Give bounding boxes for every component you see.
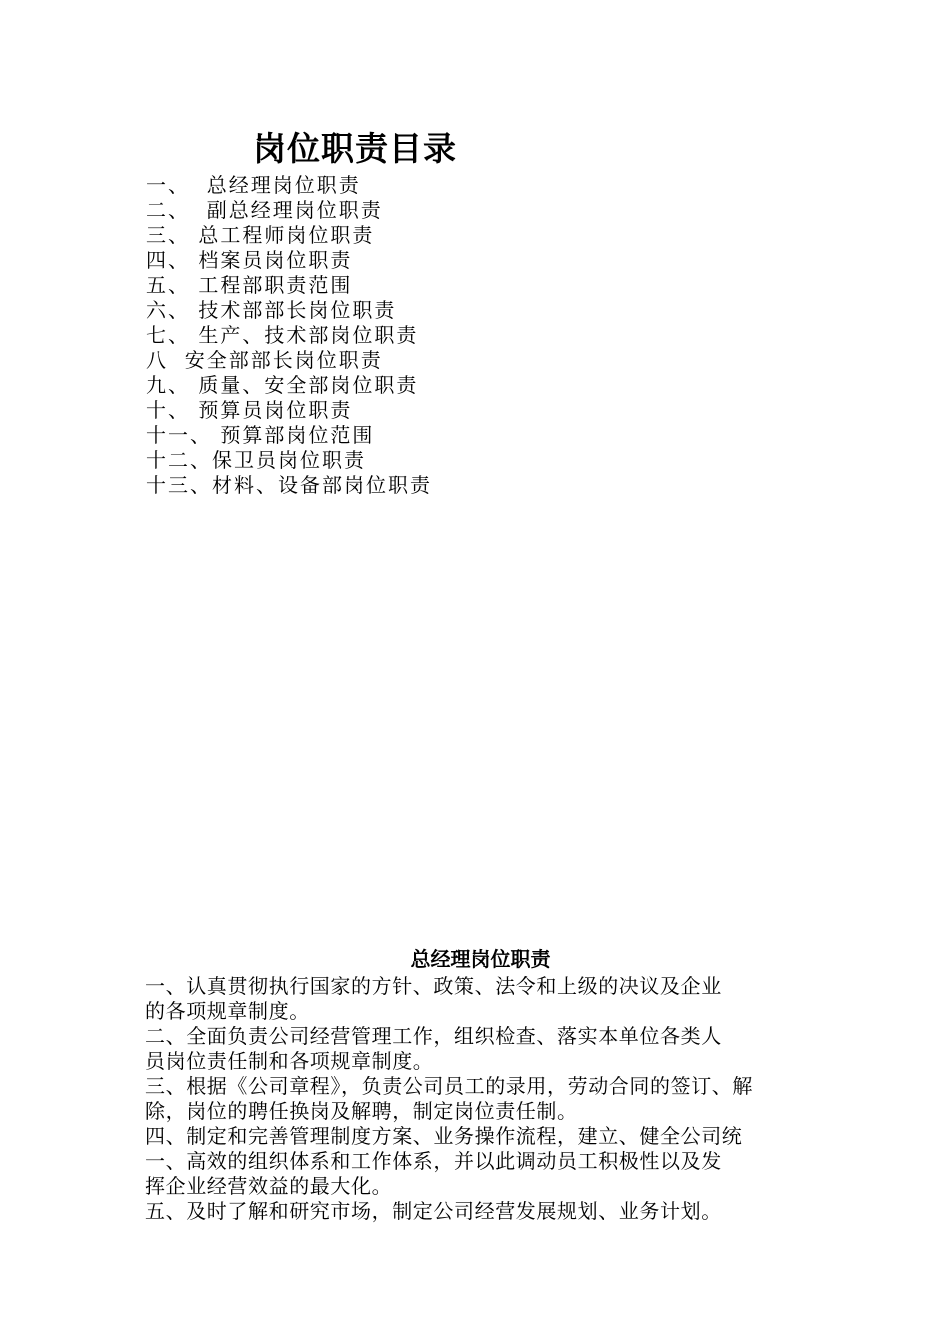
paragraph-line: 一、高效的组织体系和工作体系，并以此调动员工积极性以及发: [145, 1149, 722, 1173]
toc-item: 十二、保卫员岗位职责: [146, 448, 366, 472]
section-general-manager: [145, 944, 810, 1224]
toc-item: 十、 预算员岗位职责: [146, 398, 353, 422]
toc-title: 岗位职责目录: [253, 129, 457, 168]
toc-item: 五、 工程部职责范围: [146, 273, 353, 297]
paragraph-line: 的各项规章制度。: [145, 999, 310, 1023]
toc-item: 八 安全部部长岗位职责: [146, 348, 383, 372]
toc-list: [146, 173, 432, 498]
toc-item: 三、 总工程师岗位职责: [146, 223, 375, 247]
paragraph-line: 三、根据《公司章程》，负责公司员工的录用，劳动合同的签订、解: [145, 1074, 753, 1098]
paragraph-line: 除，岗位的聘任换岗及解聘，制定岗位责任制。: [145, 1099, 578, 1123]
paragraph-line: 员岗位责任制和各项规章制度。: [145, 1049, 434, 1073]
toc-item: 九、 质量、安全部岗位职责: [146, 373, 419, 397]
toc-item: 二、 副总经理岗位职责: [146, 198, 383, 222]
toc-item: 六、 技术部部长岗位职责: [146, 298, 397, 322]
toc-item: 十一、 预算部岗位范围: [146, 423, 375, 447]
toc-item: 七、 生产、技术部岗位职责: [146, 323, 419, 347]
paragraph-line: 四、制定和完善管理制度方案、业务操作流程，建立、健全公司统: [145, 1124, 743, 1148]
section-title: 总经理岗位职责: [410, 947, 551, 971]
toc-item: 四、 档案员岗位职责: [146, 248, 353, 272]
paragraph-line: 挥企业经营效益的最大化。: [145, 1174, 393, 1198]
paragraph-line: 二、全面负责公司经营管理工作，组织检查、落实本单位各类人: [145, 1024, 722, 1048]
paragraph-line: 一、认真贯彻执行国家的方针、政策、法令和上级的决议及企业: [145, 974, 722, 998]
toc-item: 一、 总经理岗位职责: [146, 173, 361, 197]
paragraph-line: 五、及时了解和研究市场，制定公司经营发展规划、业务计划。: [145, 1199, 722, 1223]
toc-item: 十三、材料、设备部岗位职责: [146, 473, 432, 497]
